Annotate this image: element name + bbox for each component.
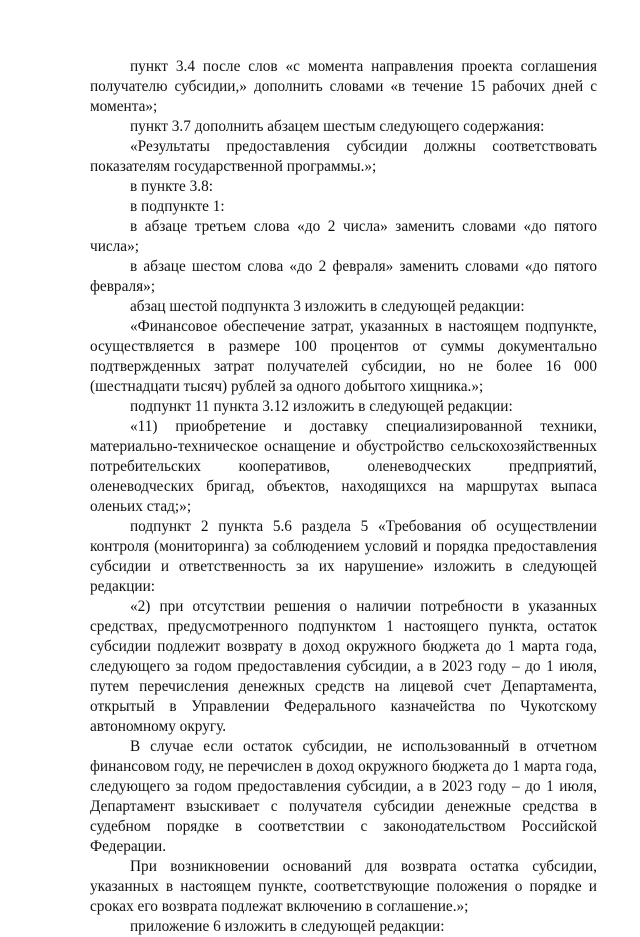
- paragraph: В случае если остаток субсидии, не использованный в отчетном финансовом году, не перечислен в доход окружного бюджета до 1 марта года, следующего за годом предоставления субсидии, а в 2023 году – до 1 июля, Департамент взыскивает с получателя субсидии денежные средства в судебном порядке в соответствии с законодательством Российской Федерации.: [90, 738, 597, 855]
- paragraph: в абзаце шестом слова «до 2 февраля» заменить словами «до пятого февраля»;: [90, 258, 597, 295]
- paragraph: подпункт 2 пункта 5.6 раздела 5 «Требования об осуществлении контроля (мониторинга) за соблюдением условий и порядка предоставления субсидии и ответственность за их нарушение» изложить в следующей редакции:: [90, 518, 597, 595]
- paragraph: пункт 3.7 дополнить абзацем шестым следующего содержания:: [130, 118, 545, 135]
- paragraph: в пункте 3.8:: [130, 178, 213, 195]
- paragraph: «11) приобретение и доставку специализированной техники, материально-техническое оснащение и обустройство сельскохозяйственных потребительских кооперативов, оленеводческих предприятий, оленеводческих бригад, объектов, находящихся на маршрутах выпаса оленьих стад;»;: [90, 418, 597, 515]
- paragraph: подпункт 11 пункта 3.12 изложить в следующей редакции:: [130, 398, 513, 415]
- paragraph: «Финансовое обеспечение затрат, указанных в настоящем подпункте, осуществляется в размере 100 процентов от суммы документально подтвержденных затрат получателей субсидии, но не более 16 000 (шестнадцати тысяч) рублей за одного добытого хищника.»;: [90, 318, 597, 395]
- document-body: [90, 57, 597, 937]
- paragraph: в подпункте 1:: [130, 198, 225, 215]
- paragraph: «2) при отсутствии решения о наличии потребности в указанных средствах, предусмотренного подпунктом 1 настоящего пункта, остаток субсидии подлежит возврату в доход окружного бюджета до 1 марта года, следующего за годом предоставления субсидии, а в 2023 году – до 1 июля, путем перечисления денежных средств на лицевой счет Департамента, открытый в Управлении Федерального казначейства по Чукотскому автономному округу.: [90, 598, 597, 735]
- paragraph: «Результаты предоставления субсидии должны соответствовать показателям государственной программы.»;: [90, 138, 597, 175]
- paragraph: При возникновении оснований для возврата остатка субсидии, указанных в настоящем пункте, соответствующие положения о порядке и сроках его возврата подлежат включению в соглашение.»;: [90, 858, 597, 915]
- paragraph: абзац шестой подпункта 3 изложить в следующей редакции:: [130, 298, 525, 315]
- paragraph: пункт 3.4 после слов «с момента направления проекта соглашения получателю субсидии,» дополнить словами «в течение 15 рабочих дней с момента»;: [90, 58, 597, 115]
- paragraph: приложение 6 изложить в следующей редакции:: [130, 918, 445, 935]
- paragraph: в абзаце третьем слова «до 2 числа» заменить словами «до пятого числа»;: [90, 218, 597, 255]
